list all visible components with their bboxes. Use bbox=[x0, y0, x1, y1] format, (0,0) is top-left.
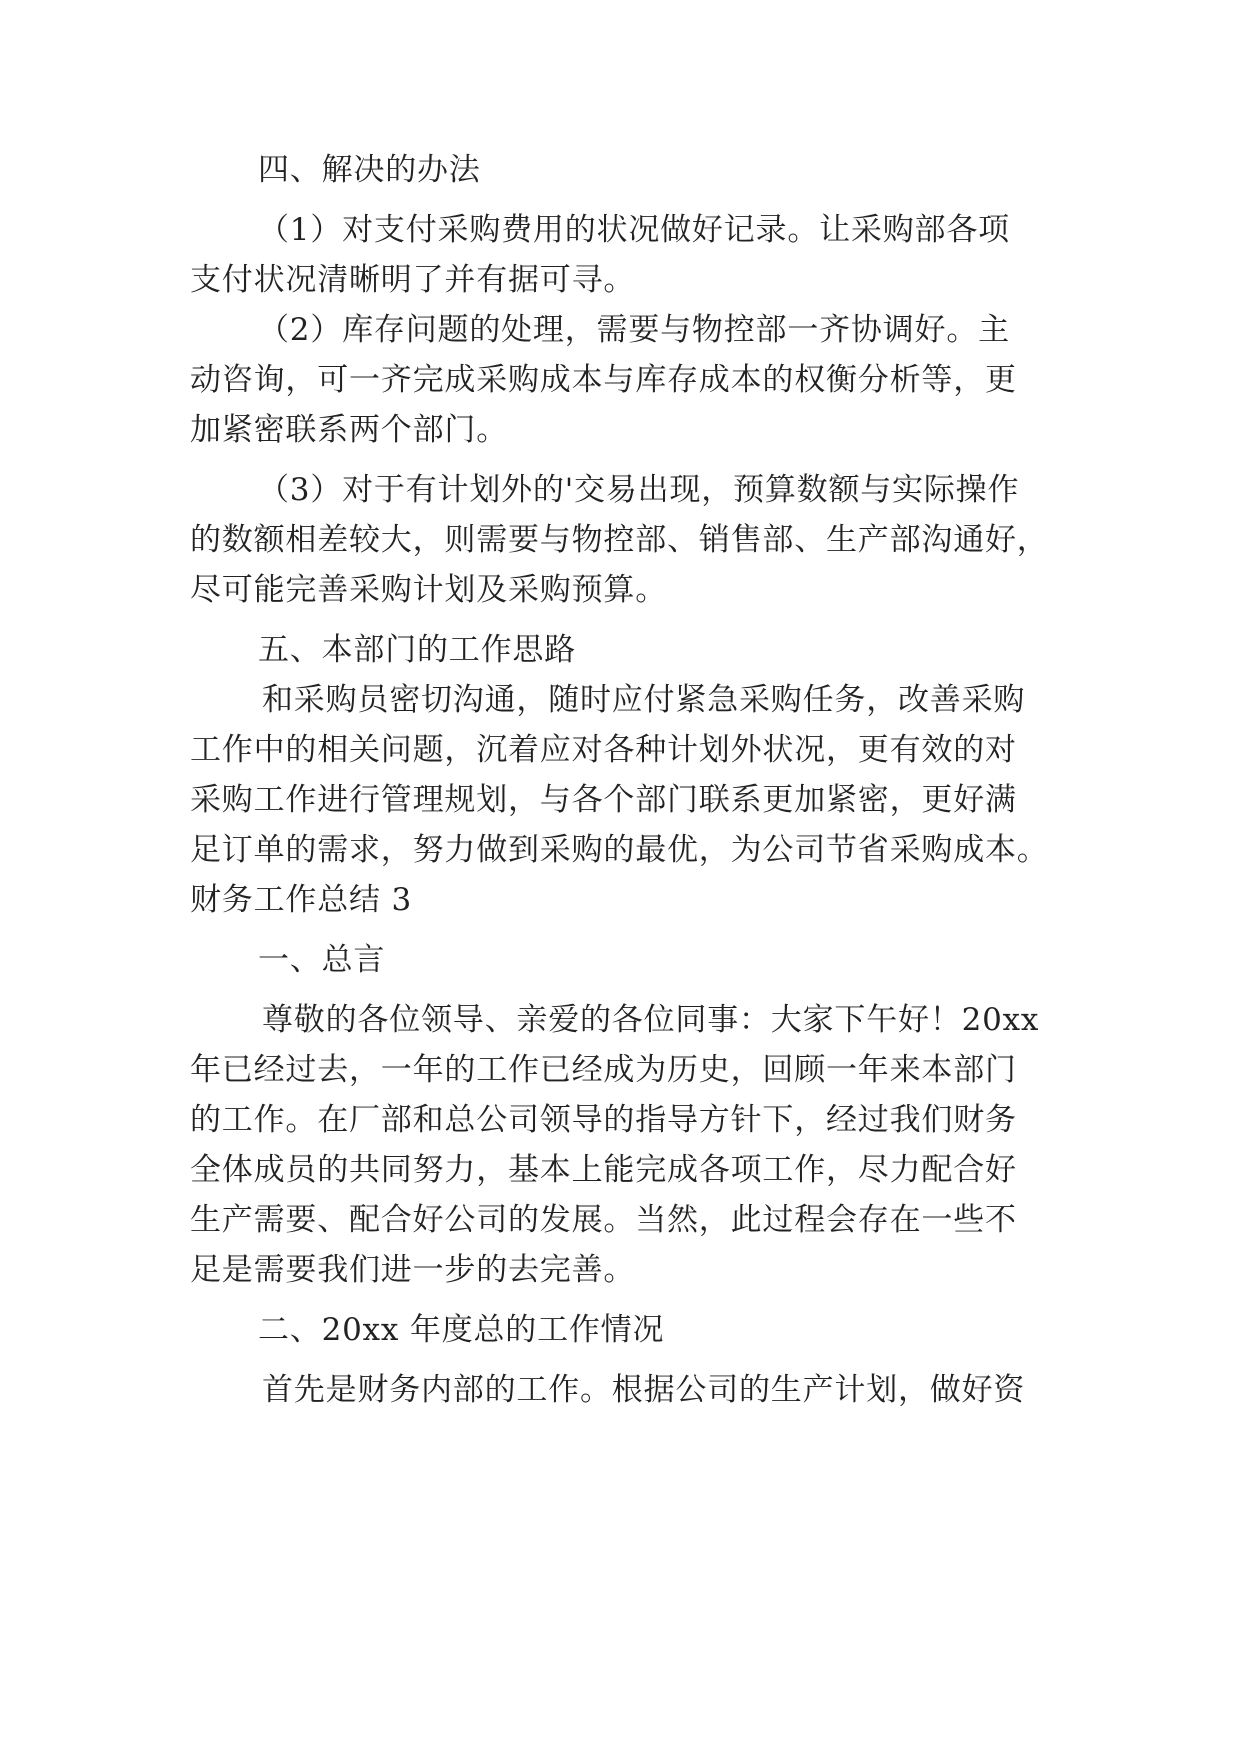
paragraph-line: 足订单的需求，努力做到采购的最优，为公司节省采购成本。 bbox=[190, 832, 1049, 868]
paragraph-line: 年已经过去，一年的工作已经成为历史，回顾一年来本部门 bbox=[190, 1052, 1017, 1088]
paragraph-line: 的数额相差较大，则需要与物控部、销售部、生产部沟通好， bbox=[190, 522, 1049, 558]
document-title: 财务工作总结 3 bbox=[190, 882, 412, 918]
section-heading-4: 四、解决的办法 bbox=[258, 152, 481, 188]
paragraph-line: 生产需要、配合好公司的发展。当然，此过程会存在一些不 bbox=[190, 1202, 1017, 1238]
section-heading-5: 五、本部门的工作思路 bbox=[258, 632, 576, 668]
paragraph-line: （2）库存问题的处理，需要与物控部一齐协调好。主 bbox=[258, 312, 1010, 348]
paragraph-line: 采购工作进行管理规划，与各个部门联系更加紧密，更好满 bbox=[190, 782, 1017, 818]
paragraph-line: 尽可能完善采购计划及采购预算。 bbox=[190, 572, 667, 608]
paragraph-line: （3）对于有计划外的'交易出现，预算数额与实际操作 bbox=[258, 472, 1020, 508]
paragraph-line: 尊敬的各位领导、亲爱的各位同事：大家下午好！20xx bbox=[262, 1002, 1040, 1038]
paragraph-line: 支付状况清晰明了并有据可寻。 bbox=[190, 262, 636, 298]
paragraph-line: 足是需要我们进一步的去完善。 bbox=[190, 1252, 636, 1288]
paragraph-line: 全体成员的共同努力，基本上能完成各项工作，尽力配合好 bbox=[190, 1152, 1017, 1188]
paragraph-line: 首先是财务内部的工作。根据公司的生产计划，做好资 bbox=[262, 1372, 1026, 1408]
paragraph-line: 工作中的相关问题，沉着应对各种计划外状况，更有效的对 bbox=[190, 732, 1017, 768]
paragraph-line: 动咨询，可一齐完成采购成本与库存成本的权衡分析等，更 bbox=[190, 362, 1017, 398]
paragraph-line: （1）对支付采购费用的状况做好记录。让采购部各项 bbox=[258, 212, 1010, 248]
section-heading-2: 二、20xx 年度总的工作情况 bbox=[258, 1312, 665, 1348]
paragraph-line: 和采购员密切沟通，随时应付紧急采购任务，改善采购 bbox=[262, 682, 1026, 718]
section-heading-1: 一、总言 bbox=[258, 942, 386, 978]
paragraph-line: 的工作。在厂部和总公司领导的指导方针下，经过我们财务 bbox=[190, 1102, 1017, 1138]
paragraph-line: 加紧密联系两个部门。 bbox=[190, 412, 508, 448]
